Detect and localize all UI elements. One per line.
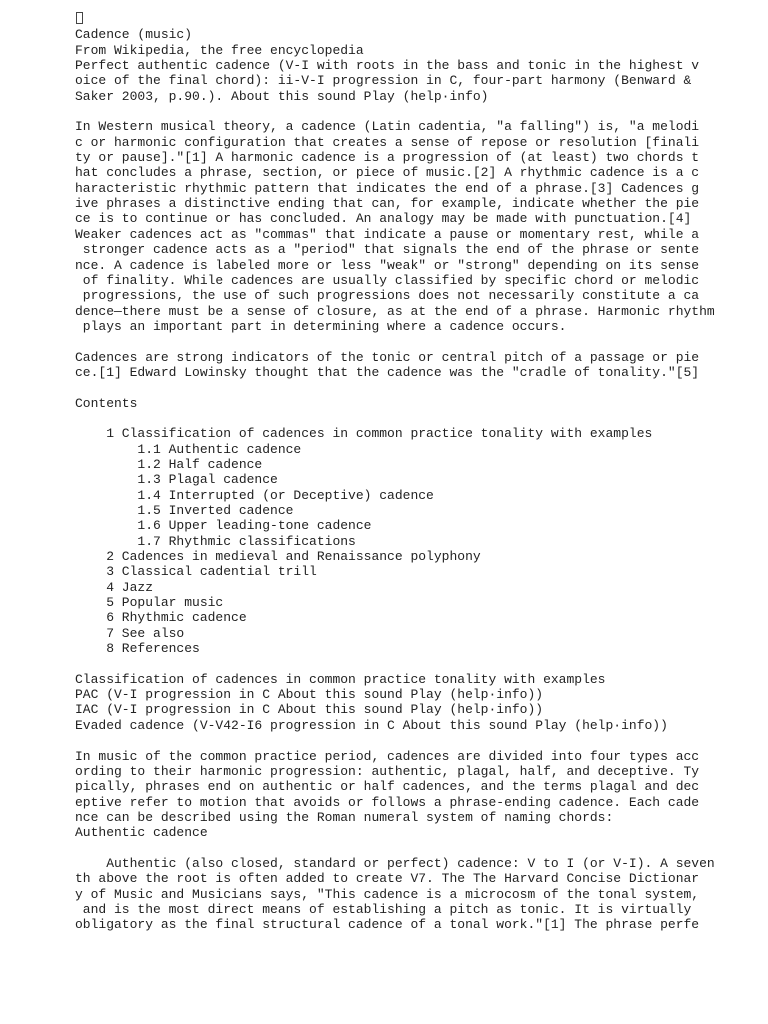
audio-caption <box>75 58 755 104</box>
paragraph-line: eptive refer to motion that avoids or follows a phrase-ending cadence. Each cade <box>75 794 700 810</box>
paragraph-line: dence—there must be a sense of closure, as at the end of a phrase. Harmonic rhythm <box>75 303 715 319</box>
paragraph-line: progressions, the use of such progressions does not necessarily constitute a ca <box>75 288 700 304</box>
paragraph-line: and is the most direct means of establishing a pitch as tonic. It is virtually <box>75 901 692 917</box>
contents-item: 1.7 Rhythmic classifications <box>75 533 356 549</box>
paragraph-line: Authentic (also closed, standard or perfect) cadence: V to I (or V-I). A seven <box>75 855 715 871</box>
contents-item: 1.1 Authentic cadence <box>75 441 302 457</box>
intro-paragraph-2 <box>75 350 755 381</box>
classification-paragraph <box>75 749 755 841</box>
contents-heading: Contents <box>75 395 138 411</box>
paragraph-line: nce. A cadence is labeled more or less "weak" or "strong" depending on its sense <box>75 257 700 273</box>
contents-item: 6 Rhythmic cadence <box>75 610 247 626</box>
paragraph-line: pically, phrases end on authentic or half cadences, and the terms plagal and dec <box>75 779 700 795</box>
contents-item: 5 Popular music <box>75 595 224 611</box>
paragraph-line: ording to their harmonic progression: authentic, plagal, half, and deceptive. Ty <box>75 763 700 779</box>
paragraph-line: of finality. While cadences are usually classified by specific chord or melodic <box>75 272 700 288</box>
caption-line: oice of the final chord): ii-V-I progression in C, four-part harmony (Benward & <box>75 73 692 89</box>
paragraph-line: th above the root is often added to create V7. The The Harvard Concise Dictionar <box>75 871 700 887</box>
classification-line: Evaded cadence (V-V42-I6 progression in C About this sound Play (help·info)) <box>75 717 668 733</box>
contents-item: 2 Cadences in medieval and Renaissance polyphony <box>75 549 481 565</box>
paragraph-line: Weaker cadences act as "commas" that indicate a pause or momentary rest, while a <box>75 226 700 242</box>
paragraph-line: ce.[1] Edward Lowinsky thought that the cadence was the "cradle of tonality."[5] <box>75 364 700 380</box>
contents-item: 1.6 Upper leading-tone cadence <box>75 518 372 534</box>
paragraph-line: In Western musical theory, a cadence (Latin cadentia, "a falling") is, "a melodi <box>75 119 700 135</box>
paragraph-line: Authentic cadence <box>75 825 208 841</box>
contents-item: 1.3 Plagal cadence <box>75 472 278 488</box>
classification-section <box>75 672 755 733</box>
paragraph-line: ive phrases a distinctive ending that can, for example, indicate whether the pie <box>75 196 700 212</box>
contents-item: 1.5 Inverted cadence <box>75 503 294 518</box>
paragraph-line: stronger cadence acts as a "period" that signals the end of the phrase or sente <box>75 242 700 258</box>
contents-item: 7 See also <box>75 625 185 641</box>
paragraph-line: haracteristic rhythmic pattern that indicates the end of a phrase.[3] Cadences g <box>75 180 700 196</box>
caption-line: Perfect authentic cadence (V-I with roots in the bass and tonic in the highest v <box>75 58 700 74</box>
article-title: Cadence (music) <box>75 27 193 43</box>
contents-item: 8 References <box>75 641 200 657</box>
paragraph-line: hat concludes a phrase, section, or piece of music.[2] A rhythmic cadence is a c <box>75 165 700 181</box>
classification-line: Classification of cadences in common practice tonality with examples <box>75 671 606 687</box>
paragraph-line: nce can be described using the Roman numeral system of naming chords: <box>75 809 614 825</box>
document-page <box>75 12 755 933</box>
paragraph-line: obligatory as the final structural cadence of a tonal work."[1] The phrase perfe <box>75 917 700 933</box>
glyph-line <box>75 12 755 27</box>
caption-line: Saker 2003, p.90.). About this sound Play (help·info) <box>75 88 489 104</box>
classification-line: IAC (V-I progression in C About this sound Play (help·info)) <box>75 702 544 718</box>
missing-glyph-icon <box>76 12 83 24</box>
paragraph-line: plays an important part in determining where a cadence occurs. <box>75 318 567 334</box>
authentic-paragraph <box>75 856 755 933</box>
contents-item: 1.2 Half cadence <box>75 456 263 472</box>
paragraph-line: ce is to continue or has concluded. An analogy may be made with punctuation.[4] <box>75 211 692 227</box>
contents-item: 3 Classical cadential trill <box>75 564 317 580</box>
paragraph-line: Cadences are strong indicators of the tonic or central pitch of a passage or pie <box>75 349 700 365</box>
paragraph-line: c or harmonic configuration that creates a sense of repose or resolution [finali <box>75 134 700 150</box>
contents-list <box>75 426 755 656</box>
contents-item: 1.4 Interrupted (or Deceptive) cadence <box>75 487 434 503</box>
contents-item: 4 Jazz <box>75 579 154 595</box>
classification-line: PAC (V-I progression in C About this sound Play (help·info)) <box>75 687 544 703</box>
paragraph-line: y of Music and Musicians says, "This cadence is a microcosm of the tonal system, <box>75 886 700 902</box>
intro-paragraph-1 <box>75 119 755 334</box>
paragraph-line: In music of the common practice period, cadences are divided into four types acc <box>75 748 700 764</box>
paragraph-line: ty or pause]."[1] A harmonic cadence is a progression of (at least) two chords t <box>75 150 700 166</box>
article-source: From Wikipedia, the free encyclopedia <box>75 42 364 58</box>
contents-item: 1 Classification of cadences in common practice tonality with examples <box>75 426 653 442</box>
